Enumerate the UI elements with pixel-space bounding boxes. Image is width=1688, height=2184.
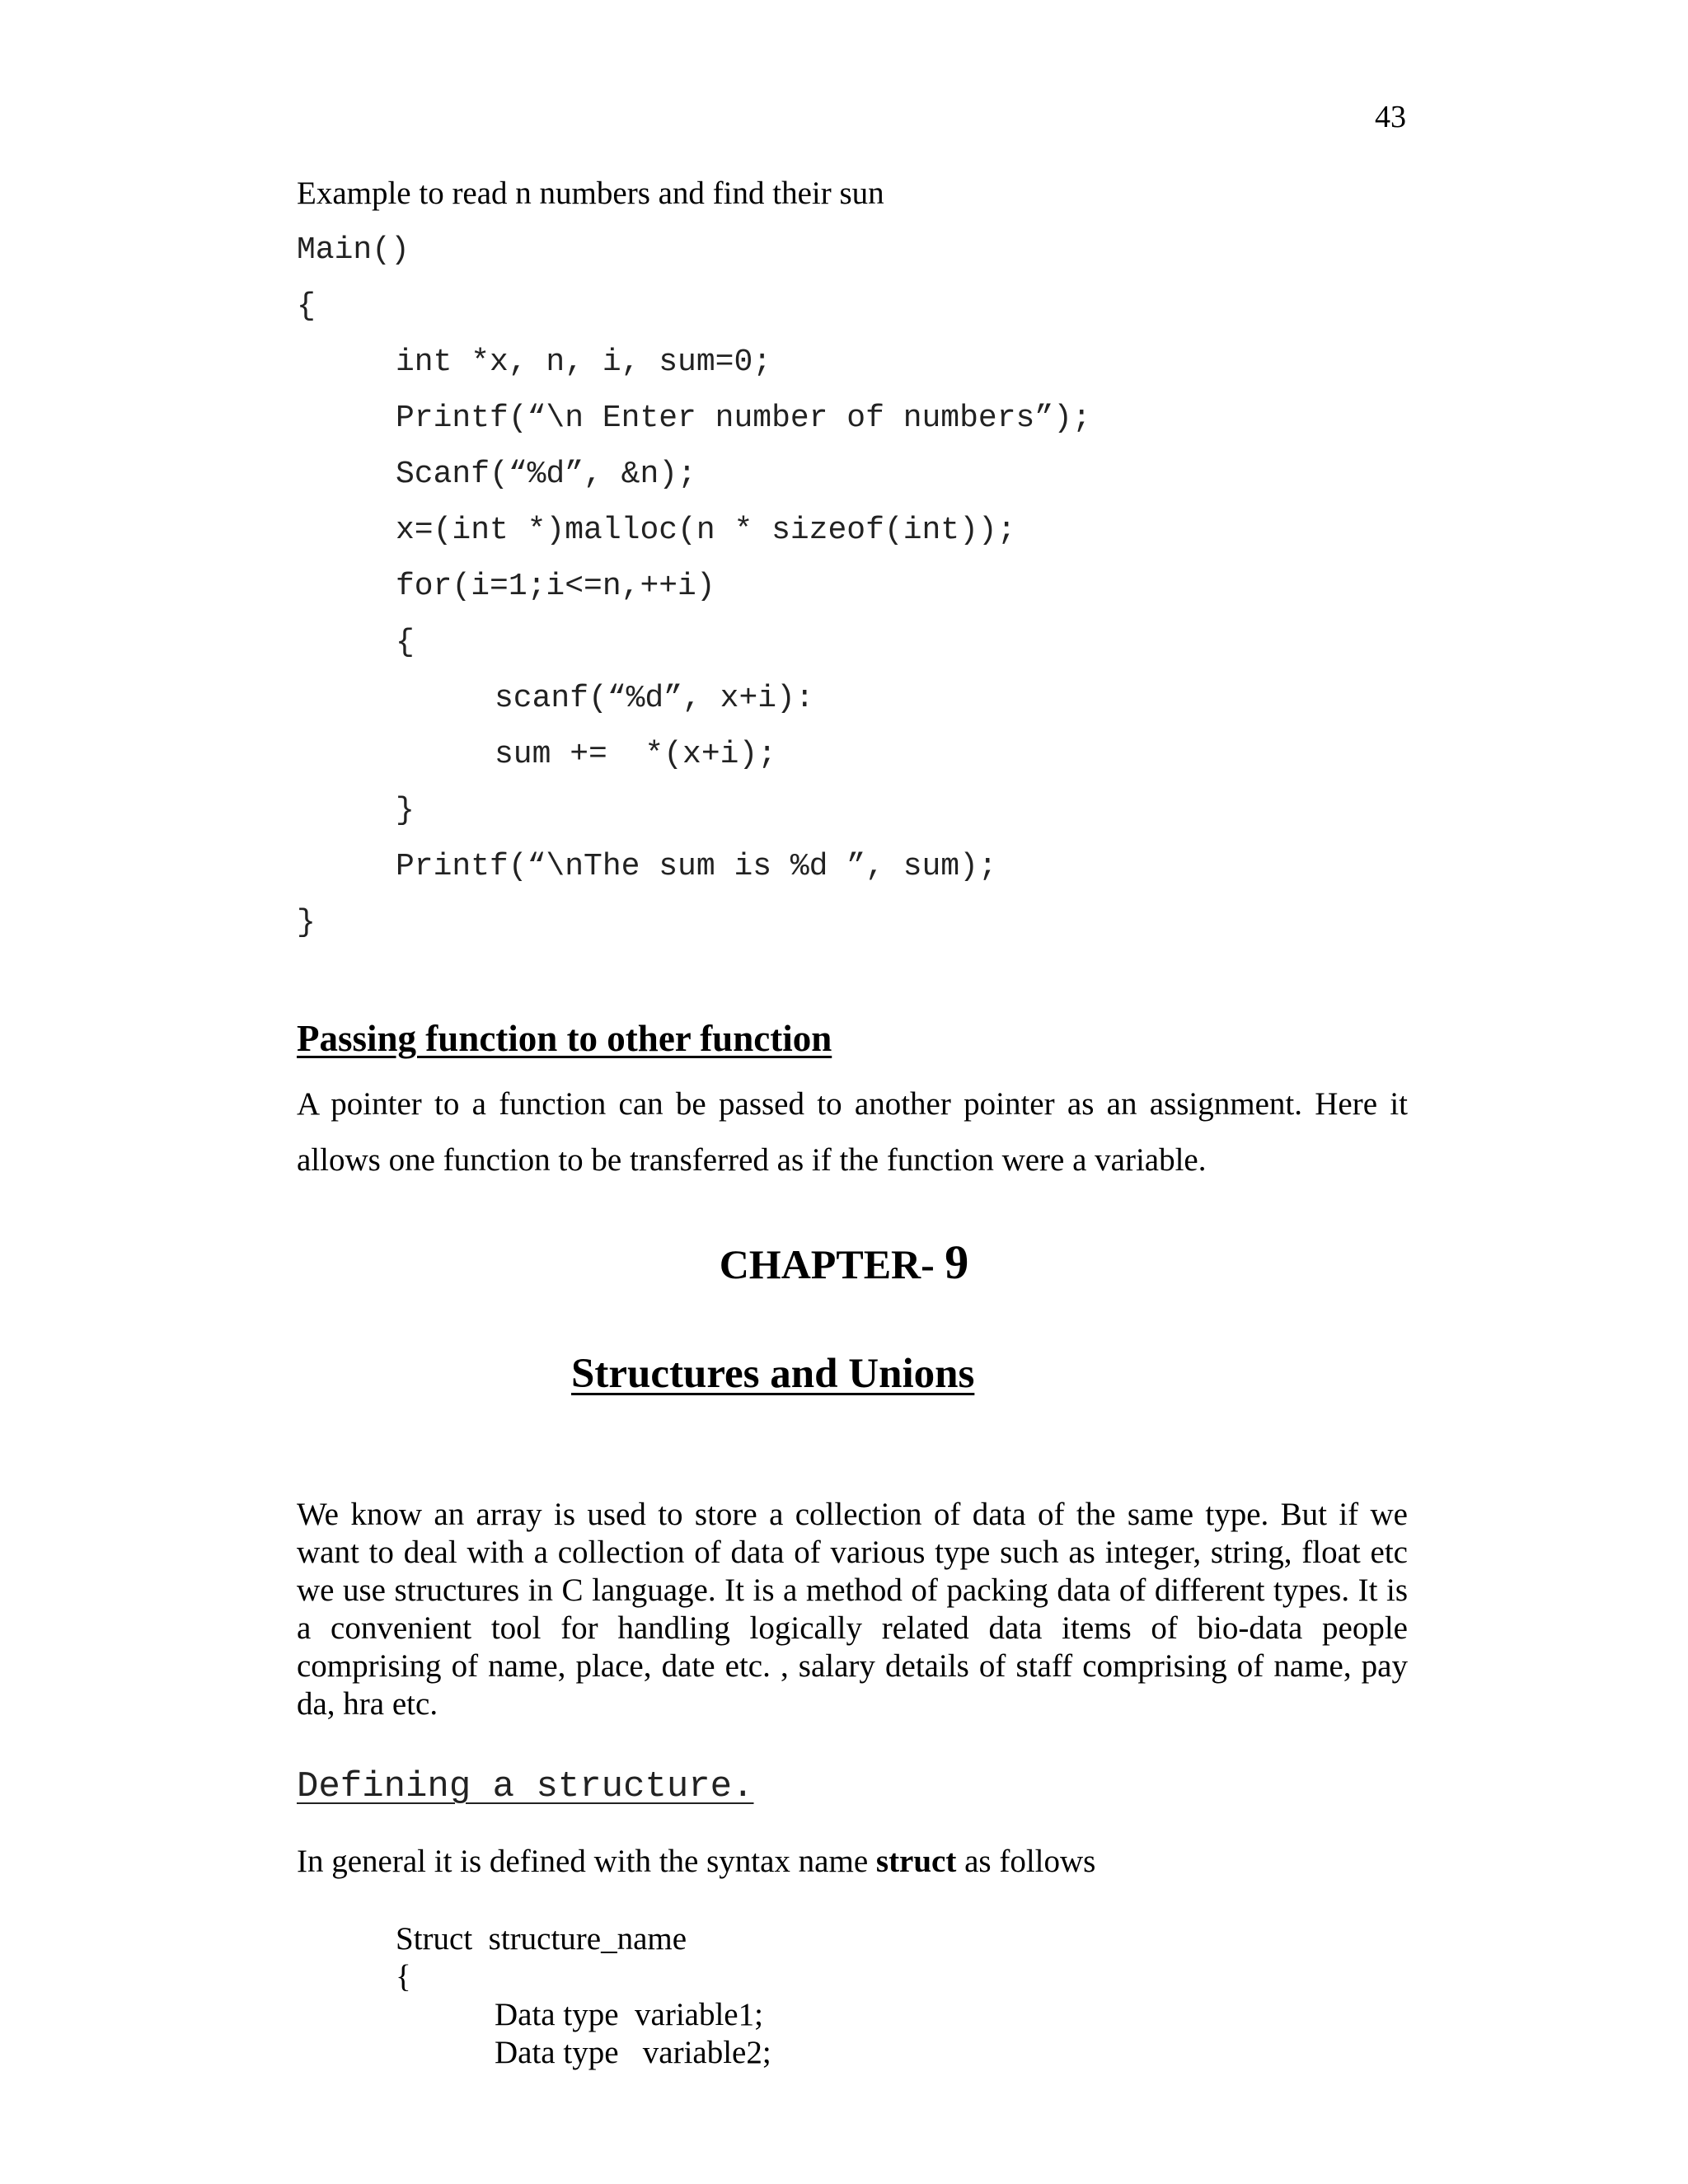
chapter-subtitle: Structures and Unions: [571, 1351, 975, 1397]
code-line: Main(): [297, 232, 410, 268]
code-line: int *x, n, i, sum=0;: [396, 344, 772, 380]
code-line: Scanf(“%d”, &n);: [396, 457, 696, 492]
struct-syntax-line: Data type variable2;: [495, 2035, 771, 2070]
code-line: Printf(“\n Enter number of numbers”);: [396, 401, 1091, 436]
code-line: }: [297, 905, 316, 940]
chapter-number: 9: [945, 1235, 969, 1289]
code-line: {: [297, 288, 316, 324]
example-intro: Example to read n numbers and find their sun: [297, 176, 884, 211]
code-line: for(i=1;i<=n,++i): [396, 569, 715, 604]
syntax-sentence-text: In general it is defined with the syntax name: [297, 1844, 876, 1879]
struct-syntax-line: Data type variable1;: [495, 1997, 763, 2032]
paragraph-structures-intro: We know an array is used to store a collection of data of the same type. But if we want to deal with a collection of data of various type such as integer, string, float etc we use structures in C language. It is a method of packing data of different types. It is a convenient tool for handling logically related data items of bio-data people comprising of name, place, date etc. , salary details of staff comprising of name, pay da, hra etc.: [297, 1497, 1408, 1722]
struct-syntax-line: Struct structure_name: [396, 1921, 687, 1957]
code-line: }: [396, 793, 415, 828]
code-line: Printf(“\nThe sum is %d ”, sum);: [396, 849, 997, 884]
code-line: {: [396, 625, 415, 660]
syntax-sentence-text-end: as follows: [956, 1844, 1096, 1879]
section-heading-passing-function: Passing function to other function: [297, 1018, 832, 1059]
chapter-label: CHAPTER-: [719, 1241, 945, 1287]
code-line: sum += *(x+i);: [495, 737, 777, 772]
code-line: scanf(“%d”, x+i):: [495, 681, 814, 716]
struct-syntax-line: {: [396, 1959, 411, 1994]
struct-keyword: struct: [875, 1844, 957, 1879]
chapter-title: [0, 1236, 1688, 1291]
page-number: 43: [1375, 100, 1406, 134]
section-heading-defining-structure: Defining a structure.: [297, 1766, 754, 1807]
code-line: x=(int *)malloc(n * sizeof(int));: [396, 513, 1016, 548]
syntax-sentence: [297, 1841, 1095, 1882]
paragraph-passing-function: A pointer to a function can be passed to another pointer as an assignment. Here it allows one function to be transferred as if the function were a variable.: [297, 1086, 1408, 1178]
